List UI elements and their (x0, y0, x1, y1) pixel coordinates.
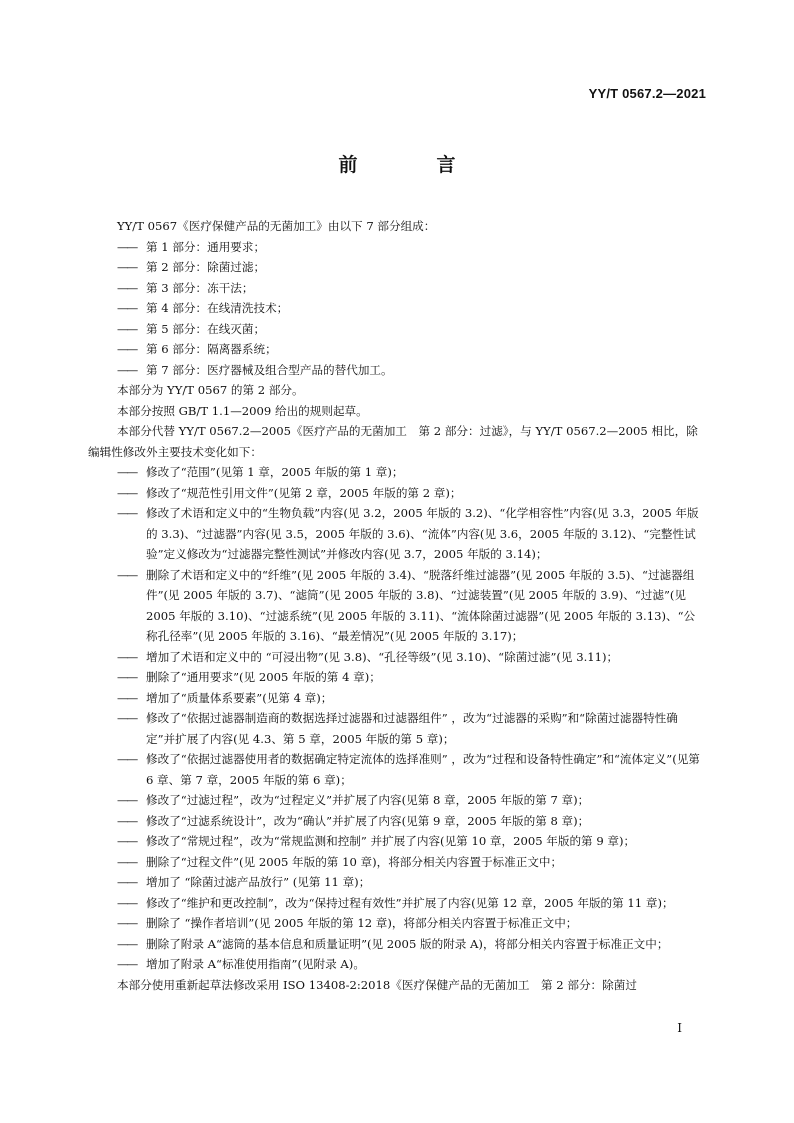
change-item-text: 修改了“规范性引用文件”(见第 2 章，2005 年版的第 2 章)； (146, 485, 462, 500)
standard-number: YY/T 0567.2—2021 (588, 86, 706, 101)
part-item (88, 278, 706, 299)
change-item (88, 831, 706, 852)
change-item (88, 708, 706, 749)
change-item-text: 删除了附录 A“滤筒的基本信息和质量证明”(见 2005 版的附录 A)，将部分相关内容置于标准正文中； (146, 936, 669, 951)
change-item-text: 修改了“依据过滤器制造商的数据选择过滤器和过滤器组件” ，改为“过滤器的采购”和“除菌过滤器特性确定”并扩展了内容(见 4.3、第 5 章，2005 年版的第 5 章)； (146, 711, 678, 746)
change-item-text: 增加了术语和定义中的 “可浸出物”(见 3.8)、“孔径等级”(见 3.10)、“除菌过滤”(见 3.11)； (146, 649, 619, 664)
change-item (88, 790, 706, 811)
change-item (88, 503, 706, 565)
part-item (88, 339, 706, 360)
part-item-text: 第 2 部分：除菌过滤； (146, 260, 266, 274)
part-item (88, 298, 706, 319)
dash-mark: —— (117, 506, 137, 520)
change-item-text: 修改了“过滤系统设计”，改为“确认”并扩展了内容(见第 9 章，2005 年版的第 8 章)； (146, 813, 590, 828)
change-item-text: 增加了“质量体系要素”(见第 4 章)； (146, 690, 333, 705)
change-item (88, 749, 706, 790)
change-item (88, 483, 706, 504)
dash-mark: —— (117, 670, 137, 684)
dash-mark: —— (117, 239, 137, 254)
dash-mark: —— (117, 957, 137, 971)
part-item-text: 第 5 部分：在线灭菌； (146, 321, 266, 336)
change-item (88, 852, 706, 873)
dash-mark: —— (117, 567, 137, 582)
dash-mark: —— (117, 813, 137, 828)
dash-mark: —— (117, 752, 137, 766)
dash-mark: —— (117, 301, 137, 315)
parts-list (88, 237, 706, 381)
change-item-text: 删除了“通用要求”(见 2005 年版的第 4 章)； (146, 670, 381, 684)
dash-mark: —— (117, 936, 137, 951)
part-item (88, 237, 706, 258)
change-item-text: 修改了“范围”(见第 1 章，2005 年版的第 1 章)； (146, 465, 404, 479)
change-item-text: 删除了 “操作者培训”(见 2005 年版的第 12 章)，将部分相关内容置于标准正文中； (146, 916, 578, 930)
dash-mark: —— (117, 362, 137, 377)
replace-paragraph: 本部分代替 YY/T 0567.2—2005《医疗产品的无菌加工 第 2 部分：过滤》，与 YY/T 0567.2—2005 相比，除编辑性修改外主要技术变化如下： (88, 424, 698, 459)
change-item-text: 修改了“维护和更改控制”，改为“保持过程有效性”并扩展了内容(见第 12 章，2005 年版的第 11 章)； (146, 895, 674, 910)
dash-mark: —— (117, 321, 137, 336)
dash-mark: —— (117, 260, 137, 274)
part-item-text: 第 7 部分：医疗器械及组合型产品的替代加工。 (146, 362, 393, 377)
dash-mark: —— (117, 690, 137, 705)
drafting-paragraph: 本部分按照 GB/T 1.1—2009 给出的规则起草。 (117, 403, 368, 418)
dash-mark: —— (117, 485, 137, 500)
change-item (88, 811, 706, 832)
change-item-text: 修改了“过滤过程”，改为“过程定义”并扩展了内容(见第 8 章，2005 年版的第 7 章)； (146, 793, 590, 807)
dash-mark: —— (117, 465, 137, 479)
dash-mark: —— (117, 916, 137, 930)
dash-mark: —— (117, 280, 137, 295)
change-item-text: 修改了“常规过程”，改为“常规监测和控制” 并扩展了内容(见第 10 章，2005 年版的第 9 章)； (146, 834, 636, 848)
adoption-paragraph: 本部分使用重新起草法修改采用 ISO 13408-2:2018《医疗保健产品的无菌加工 第 2 部分：除菌过 (117, 977, 637, 992)
dash-mark: —— (117, 895, 137, 910)
change-item-text: 修改了术语和定义中的“生物负载”内容(见 3.2，2005 年版的 3.2)、“化学相容性”内容(见 3.3，2005 年版的 3.3)、“过滤器”内容(见 3.5，2005 年版的 3.6)、“流体”内容(见 3.6，2005 年版的 3.12)、“完整性试验”定义修改为“过滤器完整性测试”并修改内容(见 3.7，2005 年版的 3.14)； (146, 506, 699, 561)
dash-mark: —— (117, 342, 137, 356)
change-item-text: 增加了附录 A“标准使用指南”(见附录 A)。 (146, 957, 365, 971)
change-item (88, 893, 706, 914)
change-item (88, 462, 706, 483)
dash-mark: —— (117, 649, 137, 664)
change-item (88, 667, 706, 688)
change-item (88, 934, 706, 955)
change-item-text: 修改了“依据过滤器使用者的数据确定特定流体的选择准则” ，改为“过程和设备特性确定”和“流体定义”(见第 6 章、第 7 章，2005 年版的第 6 章)； (146, 752, 700, 787)
change-item (88, 565, 706, 647)
change-item (88, 872, 706, 893)
dash-mark: —— (117, 711, 137, 725)
change-item (88, 954, 706, 975)
part-item-text: 第 4 部分：在线清洗技术； (146, 301, 289, 315)
change-item (88, 688, 706, 709)
part-item (88, 257, 706, 278)
change-item (88, 913, 706, 934)
dash-mark: —— (117, 854, 137, 869)
intro-paragraph: YY/T 0567《医疗保健产品的无菌加工》由以下 7 部分组成： (117, 219, 436, 233)
change-item-text: 删除了术语和定义中的“纤维”(见 2005 年版的 3.4)、“脱落纤维过滤器”(见 2005 年版的 3.5)、“过滤器组件”(见 2005 年版的 3.7)、“滤筒”(见 2005 年版的 3.8)、“过滤装置”(见 2005 年版的 3.9)、“过滤”(见 2005 年版的 3.10)、“过滤系统”(见 2005 年版的 3.11)、“流体除菌过滤器”(见 2005 年版的 3.13)、“公称孔径率”(见 2005 年版的 3.16)、“最差情况”(见 2005 年版的 3.17)； (146, 567, 696, 643)
dash-mark: —— (117, 875, 137, 889)
change-item-text: 增加了 “除菌过滤产品放行” (见第 11 章)； (146, 875, 371, 889)
part-item (88, 319, 706, 340)
dash-mark: —— (117, 834, 137, 848)
part-of-paragraph: 本部分为 YY/T 0567 的第 2 部分。 (117, 383, 304, 397)
part-item-text: 第 6 部分：隔离器系统； (146, 342, 277, 356)
change-item (88, 647, 706, 668)
page-number: I (677, 1021, 682, 1035)
changes-list (88, 462, 706, 975)
part-item (88, 360, 706, 381)
dash-mark: —— (117, 793, 137, 807)
page-title: 前 言 (338, 154, 486, 176)
foreword-body (88, 216, 706, 995)
change-item-text: 删除了“过程文件”(见 2005 年版的第 10 章)，将部分相关内容置于标准正文中； (146, 854, 563, 869)
part-item-text: 第 3 部分：冻干法； (146, 280, 254, 295)
part-item-text: 第 1 部分：通用要求； (146, 239, 266, 254)
